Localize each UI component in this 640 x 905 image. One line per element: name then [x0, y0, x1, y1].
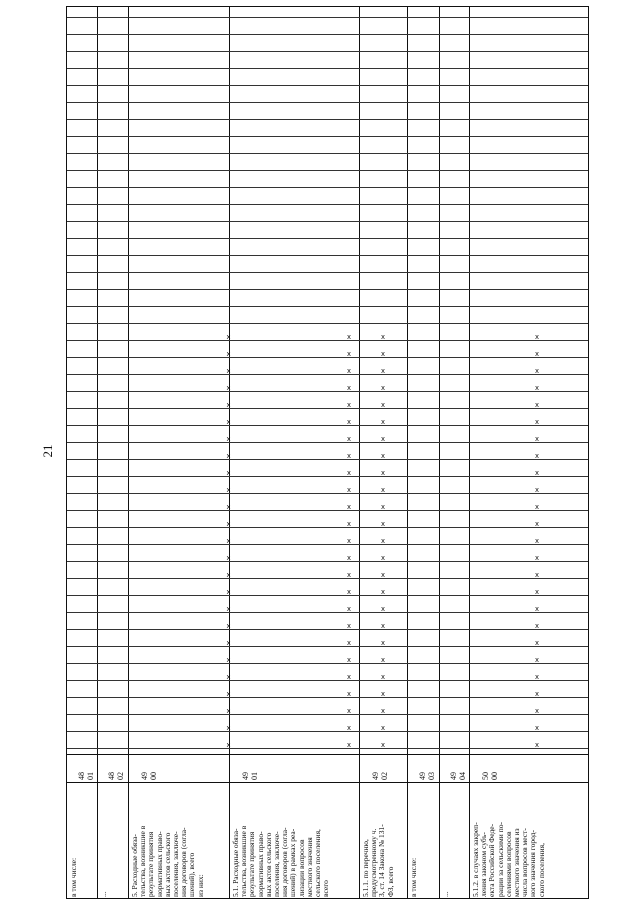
- x-mark: x: [535, 570, 539, 579]
- x-mark: x: [535, 485, 539, 494]
- column-divider: [67, 442, 588, 443]
- column-divider: [67, 595, 588, 596]
- x-mark: x: [535, 604, 539, 613]
- x-mark: x: [226, 536, 231, 545]
- row-divider: [359, 7, 360, 898]
- x-mark: x: [535, 536, 539, 545]
- row-label: в том числе:: [409, 857, 418, 897]
- column-divider: [67, 323, 588, 324]
- x-mark: x: [347, 349, 351, 358]
- x-mark: x: [226, 502, 231, 511]
- x-mark: x: [381, 570, 385, 579]
- x-mark: x: [226, 468, 231, 477]
- x-mark: x: [226, 604, 231, 613]
- x-mark: x: [347, 502, 351, 511]
- x-mark: x: [381, 604, 385, 613]
- column-divider: [67, 612, 588, 613]
- column-divider: [67, 187, 588, 188]
- row-label: в том числе:: [69, 857, 78, 897]
- x-mark: x: [535, 672, 539, 681]
- x-mark: x: [347, 672, 351, 681]
- x-mark: x: [535, 400, 539, 409]
- column-divider: [67, 119, 588, 120]
- x-mark: x: [381, 468, 385, 477]
- x-mark: x: [347, 621, 351, 630]
- x-mark: x: [535, 689, 539, 698]
- x-mark: x: [226, 434, 231, 443]
- x-mark: x: [347, 366, 351, 375]
- column-divider: [67, 136, 588, 137]
- x-mark: x: [535, 706, 539, 715]
- x-mark: x: [535, 587, 539, 596]
- x-mark: x: [535, 723, 539, 732]
- page-number: 21: [40, 444, 55, 458]
- column-divider: [67, 391, 588, 392]
- column-divider: [67, 510, 588, 511]
- row-code: 49 00: [139, 772, 157, 780]
- column-divider: [67, 170, 588, 171]
- x-mark: x: [347, 655, 351, 664]
- column-divider: [67, 680, 588, 681]
- x-mark: x: [226, 655, 231, 664]
- column-divider: [67, 340, 588, 341]
- x-mark: x: [226, 570, 231, 579]
- x-mark: x: [347, 638, 351, 647]
- x-mark: x: [226, 366, 231, 375]
- x-mark: x: [381, 621, 385, 630]
- row-code: 49 01: [240, 772, 258, 780]
- row-label: 5. Расходные обяза- тельства, возникшие в результате принятия нормативных право- вых актов сельского поселения, заключе- ния договоров (согла- шений), всего из них:: [130, 825, 205, 897]
- x-mark: x: [381, 689, 385, 698]
- x-mark: x: [347, 519, 351, 528]
- x-mark: x: [535, 366, 539, 375]
- x-mark: x: [535, 621, 539, 630]
- x-mark: x: [381, 383, 385, 392]
- column-divider: [67, 255, 588, 256]
- x-mark: x: [535, 332, 539, 341]
- row-divider: [128, 7, 129, 898]
- x-mark: x: [381, 706, 385, 715]
- column-divider: [67, 17, 588, 18]
- column-divider: [67, 272, 588, 273]
- row-divider: [439, 7, 440, 898]
- x-mark: x: [381, 638, 385, 647]
- column-divider: [67, 663, 588, 664]
- column-divider: [67, 51, 588, 52]
- row-label: 5.1.1. по перечню, предусмотренному ч. 3, ст. 14 Закона № 131- ФЗ, всего: [361, 824, 395, 897]
- x-mark: x: [381, 740, 385, 749]
- row-code: 50 00: [480, 772, 498, 780]
- x-mark: x: [381, 349, 385, 358]
- x-mark: x: [535, 451, 539, 460]
- x-mark: x: [226, 706, 231, 715]
- column-divider: [67, 408, 588, 409]
- column-divider: [67, 629, 588, 630]
- x-mark: x: [381, 451, 385, 460]
- column-divider: [67, 527, 588, 528]
- x-mark: x: [381, 434, 385, 443]
- column-divider: [67, 754, 588, 755]
- row-label: ...: [99, 891, 108, 897]
- x-mark: x: [347, 689, 351, 698]
- column-divider: [67, 544, 588, 545]
- x-mark: x: [347, 383, 351, 392]
- column-divider: [67, 85, 588, 86]
- x-mark: x: [535, 553, 539, 562]
- column-divider: [67, 476, 588, 477]
- x-mark: x: [226, 723, 231, 732]
- x-mark: x: [226, 672, 231, 681]
- row-label: 5.1.2. в случаях закреп- ления законом субъ- екта Российской Феде- рации за сельскими по- селениями вопросов местного значения из числа вопросов мест- ного значения город- ского поселения,: [471, 822, 546, 897]
- x-mark: x: [347, 587, 351, 596]
- x-mark: x: [226, 383, 231, 392]
- row-code: 49 03: [417, 772, 435, 780]
- column-divider: [67, 238, 588, 239]
- x-mark: x: [535, 638, 539, 647]
- column-divider: [67, 357, 588, 358]
- x-mark: x: [226, 400, 231, 409]
- column-divider: [67, 578, 588, 579]
- x-mark: x: [226, 621, 231, 630]
- x-mark: x: [226, 417, 231, 426]
- x-mark: x: [347, 417, 351, 426]
- x-mark: x: [535, 383, 539, 392]
- x-mark: x: [347, 723, 351, 732]
- column-divider: [67, 153, 588, 154]
- column-divider: [67, 68, 588, 69]
- column-divider: [67, 306, 588, 307]
- column-divider: [67, 459, 588, 460]
- x-mark: x: [226, 332, 231, 341]
- row-code: 48 02: [107, 772, 125, 780]
- column-divider: [67, 782, 588, 783]
- x-mark: x: [535, 502, 539, 511]
- row-code: 48 01: [76, 772, 94, 780]
- x-mark: x: [347, 468, 351, 477]
- x-mark: x: [535, 519, 539, 528]
- row-code: 49 04: [448, 772, 466, 780]
- x-mark: x: [381, 332, 385, 341]
- x-mark: x: [226, 451, 231, 460]
- x-mark: x: [381, 723, 385, 732]
- x-mark: x: [535, 349, 539, 358]
- row-divider: [469, 7, 470, 898]
- column-divider: [67, 748, 588, 749]
- x-mark: x: [381, 417, 385, 426]
- x-mark: x: [347, 604, 351, 613]
- column-divider: [67, 34, 588, 35]
- x-mark: x: [347, 553, 351, 562]
- x-mark: x: [347, 485, 351, 494]
- x-mark: x: [381, 400, 385, 409]
- x-mark: x: [226, 587, 231, 596]
- x-mark: x: [535, 434, 539, 443]
- column-divider: [67, 646, 588, 647]
- data-table: [66, 6, 589, 899]
- row-label: ...: [441, 891, 450, 897]
- x-mark: x: [347, 451, 351, 460]
- x-mark: x: [535, 417, 539, 426]
- x-mark: x: [535, 740, 539, 749]
- row-divider: [407, 7, 408, 898]
- x-mark: x: [535, 468, 539, 477]
- x-mark: x: [347, 740, 351, 749]
- column-divider: [67, 714, 588, 715]
- x-mark: x: [226, 485, 231, 494]
- x-mark: x: [347, 570, 351, 579]
- column-divider: [67, 493, 588, 494]
- x-mark: x: [347, 332, 351, 341]
- column-divider: [67, 425, 588, 426]
- x-mark: x: [226, 689, 231, 698]
- x-mark: x: [226, 519, 231, 528]
- x-mark: x: [381, 502, 385, 511]
- column-divider: [67, 731, 588, 732]
- row-label: 5.1. Расходные обяза- тельства, возникшие в результате принятия нормативных право- вых актов сельского поселения, заключе- ния договоров (согла- шений) в рамках реа- лизации вопросов местного значения сельского поселения, всего: [231, 825, 331, 897]
- x-mark: x: [381, 366, 385, 375]
- x-mark: x: [347, 536, 351, 545]
- x-mark: x: [347, 400, 351, 409]
- column-divider: [67, 697, 588, 698]
- x-mark: x: [381, 655, 385, 664]
- column-divider: [67, 102, 588, 103]
- column-divider: [67, 561, 588, 562]
- column-divider: [67, 289, 588, 290]
- x-mark: x: [381, 553, 385, 562]
- column-divider: [67, 221, 588, 222]
- row-code: 49 02: [370, 772, 388, 780]
- x-mark: x: [347, 706, 351, 715]
- x-mark: x: [347, 434, 351, 443]
- x-mark: x: [381, 519, 385, 528]
- x-mark: x: [535, 655, 539, 664]
- x-mark: x: [226, 553, 231, 562]
- x-mark: x: [381, 536, 385, 545]
- x-mark: x: [226, 349, 231, 358]
- x-mark: x: [381, 587, 385, 596]
- column-divider: [67, 204, 588, 205]
- row-divider: [97, 7, 98, 898]
- x-mark: x: [381, 672, 385, 681]
- x-mark: x: [381, 485, 385, 494]
- x-mark: x: [226, 740, 231, 749]
- x-mark: x: [226, 638, 231, 647]
- column-divider: [67, 374, 588, 375]
